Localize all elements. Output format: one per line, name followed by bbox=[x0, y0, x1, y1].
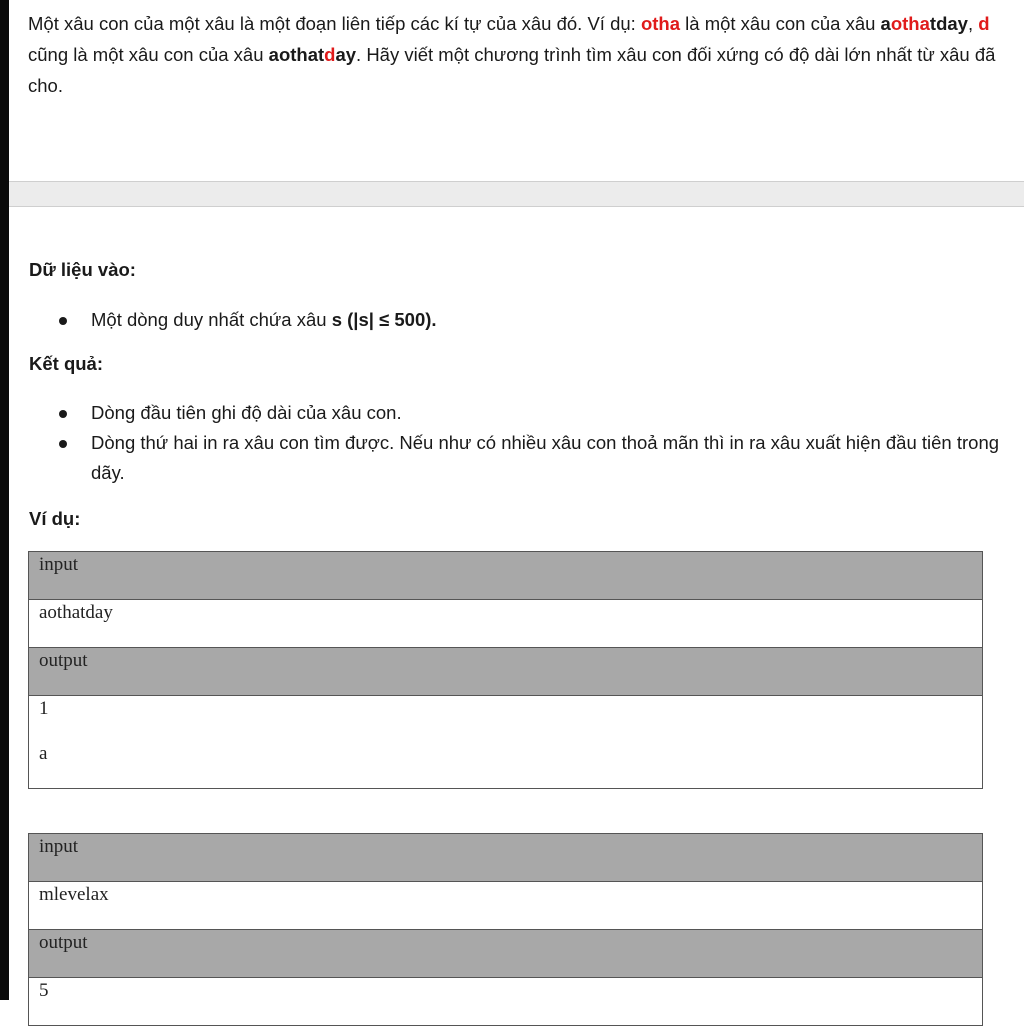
example-table-2 bbox=[28, 833, 983, 1026]
problem-intro bbox=[28, 8, 1003, 101]
bullet-dot bbox=[59, 410, 67, 418]
example-substring-d: d bbox=[978, 13, 990, 34]
word-aothatday-2: aothatday bbox=[268, 44, 357, 65]
examples-heading: Ví dụ: bbox=[29, 508, 81, 529]
intro-comma: , bbox=[967, 13, 979, 34]
intro-text-4: . Hãy viết một chương trình tìm xâu con đối xứng có độ dài lớn nhất từ xâu đã cho. bbox=[28, 44, 996, 96]
output-label: output bbox=[29, 648, 983, 696]
output-bullet-item: Dòng đầu tiên ghi độ dài của xâu con. bbox=[59, 398, 1014, 428]
input-label: input bbox=[29, 552, 983, 600]
output-line: a bbox=[39, 743, 48, 764]
input-value: aothatday bbox=[29, 600, 983, 648]
document-page bbox=[9, 0, 1024, 1000]
example-table-1 bbox=[28, 551, 983, 789]
page-break-separator bbox=[9, 181, 1024, 207]
output-label: output bbox=[29, 930, 983, 978]
input-bullet-item: Một dòng duy nhất chứa xâu s (|s| ≤ 500). bbox=[59, 305, 1014, 335]
bullet-dot bbox=[59, 440, 67, 448]
intro-text-3: cũng là một xâu con của xâu bbox=[28, 44, 269, 65]
output-line: 1 bbox=[39, 698, 49, 719]
input-heading: Dữ liệu vào: bbox=[29, 259, 136, 280]
intro-text-2: là một xâu con của xâu bbox=[680, 13, 881, 34]
output-bullet-list bbox=[59, 398, 1014, 488]
example-substring-otha: otha bbox=[640, 13, 681, 34]
output-value bbox=[29, 696, 983, 789]
input-value: mlevelax bbox=[29, 882, 983, 930]
word-aothatday-1: aothatday bbox=[880, 13, 968, 34]
input-label: input bbox=[29, 834, 983, 882]
intro-text-1: Một xâu con của một xâu là một đoạn liên tiếp các kí tự của xâu đó. Ví dụ: bbox=[28, 13, 641, 34]
output-value: 5 bbox=[29, 978, 983, 1026]
bullet-dot bbox=[59, 317, 67, 325]
output-bullet-item: Dòng thứ hai in ra xâu con tìm được. Nếu như có nhiều xâu con thoả mãn thì in ra xâu xuất hiện đầu tiên trong dãy. bbox=[59, 428, 1014, 488]
output-heading: Kết quả: bbox=[29, 353, 103, 374]
input-bullet-list bbox=[59, 305, 1014, 335]
left-window-edge bbox=[0, 0, 9, 1000]
